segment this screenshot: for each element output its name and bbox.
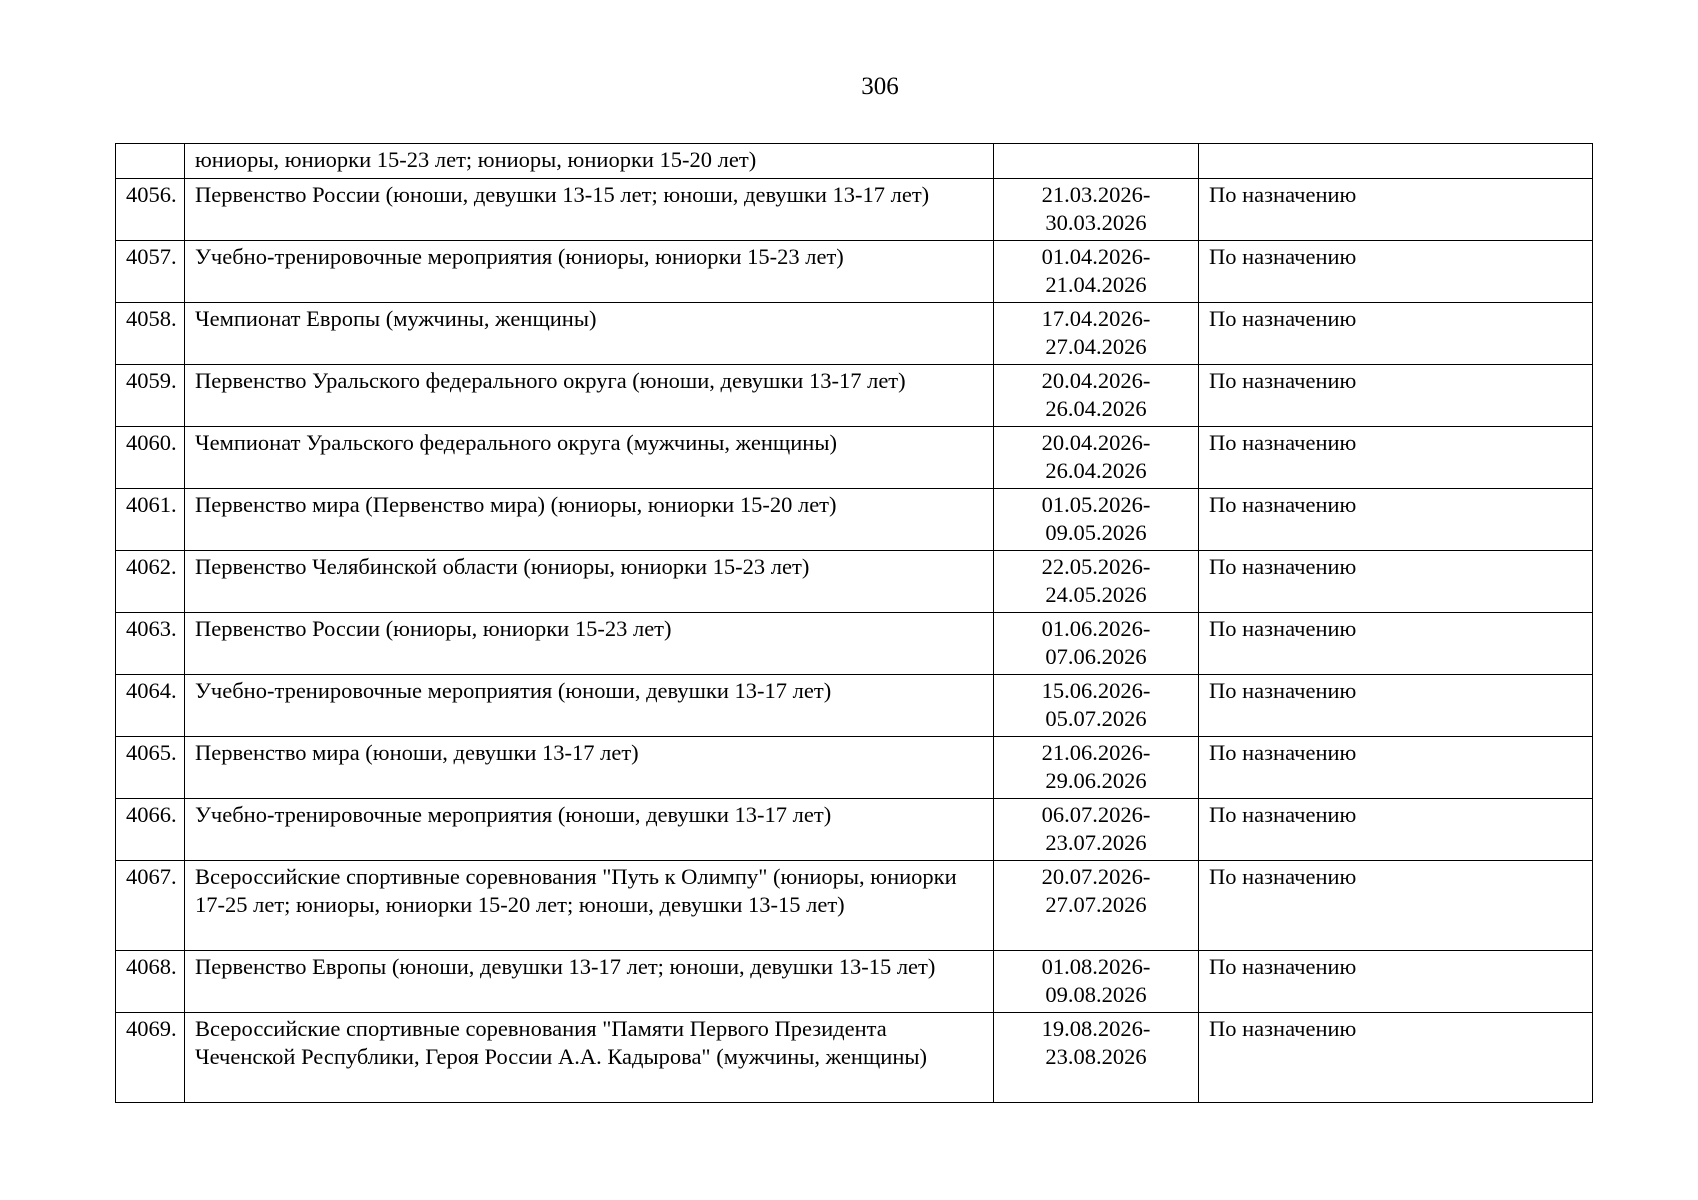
table-row: [116, 1013, 1593, 1103]
table-row: [116, 303, 1593, 365]
date-end: 26.04.2026: [1045, 457, 1147, 483]
event-dates: [994, 799, 1199, 861]
date-end: 21.04.2026: [1045, 271, 1147, 297]
date-end: 29.06.2026: [1045, 767, 1147, 793]
event-name: Учебно-тренировочные мероприятия (юниоры, юниорки 15-23 лет): [185, 241, 994, 303]
event-place: По назначению: [1199, 489, 1593, 551]
date-end: 30.03.2026: [1045, 209, 1147, 235]
event-dates: [994, 675, 1199, 737]
date-end: 24.05.2026: [1045, 581, 1147, 607]
event-place: По назначению: [1199, 1013, 1593, 1103]
table-row: [116, 365, 1593, 427]
date-start: 01.04.2026-: [1041, 244, 1151, 269]
event-name: Учебно-тренировочные мероприятия (юноши, девушки 13-17 лет): [185, 675, 994, 737]
row-number: 4060.: [116, 427, 185, 489]
table-row: [116, 951, 1593, 1013]
row-number: 4062.: [116, 551, 185, 613]
event-place: По назначению: [1199, 179, 1593, 241]
event-dates: [994, 737, 1199, 799]
table-row: [116, 675, 1593, 737]
date-start: 01.05.2026-: [1041, 492, 1151, 517]
row-number: 4065.: [116, 737, 185, 799]
event-dates: [994, 551, 1199, 613]
date-end: 27.07.2026: [1045, 891, 1147, 917]
event-place: По назначению: [1199, 861, 1593, 951]
event-place: По назначению: [1199, 737, 1593, 799]
date-start: 21.06.2026-: [1041, 740, 1151, 765]
event-name: Первенство России (юноши, девушки 13-15 лет; юноши, девушки 13-17 лет): [185, 179, 994, 241]
event-dates: [994, 144, 1199, 179]
table-row: [116, 144, 1593, 179]
table-row: [116, 613, 1593, 675]
row-number: 4061.: [116, 489, 185, 551]
event-place: По назначению: [1199, 427, 1593, 489]
event-name: Всероссийские спортивные соревнования "Путь к Олимпу" (юниоры, юниорки 17-25 лет; юниоры, юниорки 15-20 лет; юноши, девушки 13-15 лет): [185, 861, 994, 951]
table-row: [116, 179, 1593, 241]
row-number: 4063.: [116, 613, 185, 675]
event-place: [1199, 144, 1593, 179]
row-number: 4067.: [116, 861, 185, 951]
date-start: 22.05.2026-: [1041, 554, 1151, 579]
event-place: По назначению: [1199, 303, 1593, 365]
events-table: [115, 143, 1593, 1103]
page-number: 306: [861, 73, 899, 100]
event-dates: [994, 427, 1199, 489]
table-row: [116, 241, 1593, 303]
event-dates: [994, 613, 1199, 675]
table-row: [116, 861, 1593, 951]
event-dates: [994, 489, 1199, 551]
date-end: 07.06.2026: [1045, 643, 1147, 669]
event-dates: [994, 241, 1199, 303]
row-number: 4059.: [116, 365, 185, 427]
table-row: [116, 489, 1593, 551]
date-end: 09.05.2026: [1045, 519, 1147, 545]
date-start: 20.07.2026-: [1041, 864, 1151, 889]
row-number: 4056.: [116, 179, 185, 241]
event-place: По назначению: [1199, 365, 1593, 427]
date-end: 23.08.2026: [1045, 1043, 1147, 1069]
event-dates: [994, 303, 1199, 365]
event-name: Первенство мира (юноши, девушки 13-17 лет): [185, 737, 994, 799]
event-name: Чемпионат Уральского федерального округа (мужчины, женщины): [185, 427, 994, 489]
row-number: 4058.: [116, 303, 185, 365]
row-number: 4057.: [116, 241, 185, 303]
date-start: 20.04.2026-: [1041, 368, 1151, 393]
event-place: По назначению: [1199, 675, 1593, 737]
event-place: По назначению: [1199, 551, 1593, 613]
event-dates: [994, 951, 1199, 1013]
date-start: 01.08.2026-: [1041, 954, 1151, 979]
event-place: По назначению: [1199, 241, 1593, 303]
table-row: [116, 551, 1593, 613]
event-name: Первенство Европы (юноши, девушки 13-17 лет; юноши, девушки 13-15 лет): [185, 951, 994, 1013]
date-end: 26.04.2026: [1045, 395, 1147, 421]
date-start: 21.03.2026-: [1041, 182, 1151, 207]
event-name: Всероссийские спортивные соревнования "Памяти Первого Президента Чеченской Республики, Героя России А.А. Кадырова" (мужчины, женщины): [185, 1013, 994, 1103]
event-place: По назначению: [1199, 799, 1593, 861]
date-end: 05.07.2026: [1045, 705, 1147, 731]
table-row: [116, 737, 1593, 799]
event-place: По назначению: [1199, 951, 1593, 1013]
row-number: 4068.: [116, 951, 185, 1013]
event-dates: [994, 1013, 1199, 1103]
date-start: 15.06.2026-: [1041, 678, 1151, 703]
event-name: юниоры, юниорки 15-23 лет; юниоры, юниорки 15-20 лет): [185, 144, 994, 179]
event-name: Первенство мира (Первенство мира) (юниоры, юниорки 15-20 лет): [185, 489, 994, 551]
date-start: 01.06.2026-: [1041, 616, 1151, 641]
date-end: 09.08.2026: [1045, 981, 1147, 1007]
event-place: По назначению: [1199, 613, 1593, 675]
date-start: 06.07.2026-: [1041, 802, 1151, 827]
date-end: 23.07.2026: [1045, 829, 1147, 855]
event-dates: [994, 365, 1199, 427]
table-row: [116, 427, 1593, 489]
event-name: Первенство России (юниоры, юниорки 15-23 лет): [185, 613, 994, 675]
date-end: 27.04.2026: [1045, 333, 1147, 359]
event-dates: [994, 179, 1199, 241]
table-row: [116, 799, 1593, 861]
row-number: 4066.: [116, 799, 185, 861]
event-name: Учебно-тренировочные мероприятия (юноши, девушки 13-17 лет): [185, 799, 994, 861]
event-name: Первенство Челябинской области (юниоры, юниорки 15-23 лет): [185, 551, 994, 613]
row-number: [116, 144, 185, 179]
event-dates: [994, 861, 1199, 951]
row-number: 4064.: [116, 675, 185, 737]
event-name: Первенство Уральского федерального округа (юноши, девушки 13-17 лет): [185, 365, 994, 427]
date-start: 17.04.2026-: [1041, 306, 1151, 331]
row-number: 4069.: [116, 1013, 185, 1103]
date-start: 20.04.2026-: [1041, 430, 1151, 455]
date-start: 19.08.2026-: [1041, 1016, 1151, 1041]
event-name: Чемпионат Европы (мужчины, женщины): [185, 303, 994, 365]
